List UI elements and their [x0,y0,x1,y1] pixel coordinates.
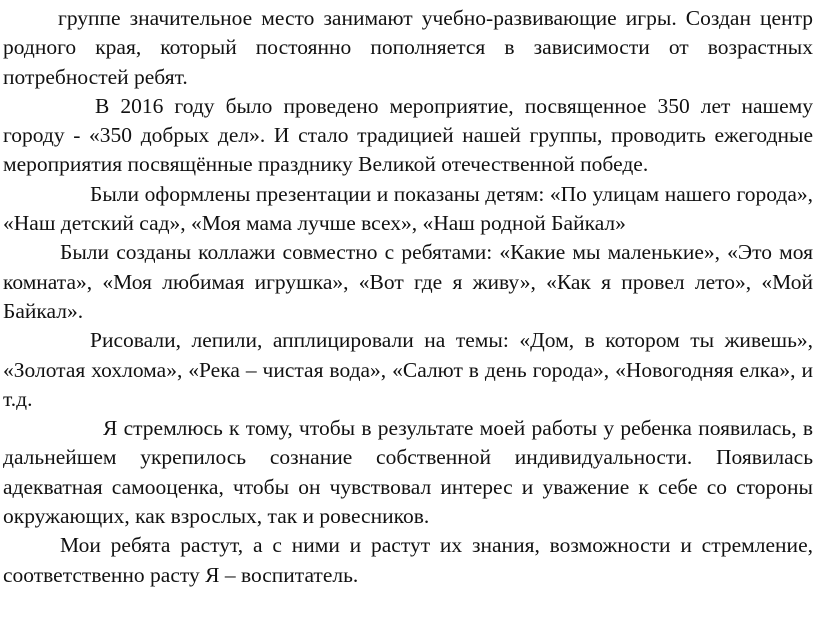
paragraph-conclusion: Мои ребята растут, а с ними и растут их знания, возможности и стремление, соответственно расту Я – воспитатель. [3,533,813,587]
paragraph-collages: Были созданы коллажи совместно с ребятами: «Какие мы маленькие», «Это моя комната», «Моя любимая игрушка», «Вот где я живу», «Как я провел лето», «Мой Байкал». [3,240,813,323]
paragraph-2016-event: В 2016 году было проведено мероприятие, посвященное 350 лет нашему городу - «350 добрых дел». И стало традицией нашей группы, проводить ежегодные мероприятия посвящённые празднику Великой отечественной победе. [3,93,813,177]
paragraph-individuality: Я стремлюсь к тому, чтобы в результате моей работы у ребенка появилась, в дальнейшем укрепилось сознание собственной индивидуальности. Появилась адекватная самооценка, чтобы он чувствовал интерес и уважение к себе со стороны окружающих, как взрослых, так и ровесников. [3,416,813,529]
paragraph-game-zone: группе значительное место занимают учебно-развивающие игры. Создан центр родного края, который постоянно пополняется в зависимости от возрастных потребностей ребят. [3,6,813,89]
paragraph-drawing: Рисовали, лепили, апплицировали на темы: «Дом, в котором ты живешь», «Золотая хохлома», «Река – чистая вода», «Салют в день города», «Новогодняя елка», и т.д. [3,328,813,411]
paragraph-presentations: Были оформлены презентации и показаны детям: «По улицам нашего города», «Наш детский сад», «Моя мама лучше всех», «Наш родной Байкал» [3,181,813,236]
